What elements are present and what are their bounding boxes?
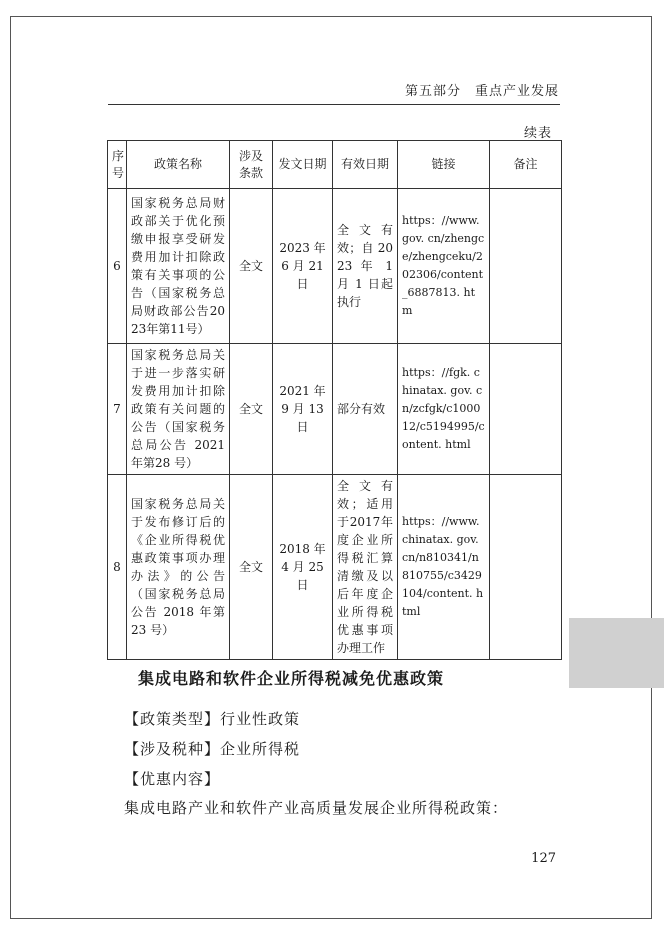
remark <box>490 189 562 344</box>
validity: 全文有效；自 2023 年 1 月 1 日起执行 <box>333 189 398 344</box>
section-title: 集成电路和软件企业所得税减免优惠政策 <box>138 669 445 688</box>
col-header-scope: 涉及条款 <box>230 141 273 189</box>
table-header-row <box>108 141 562 189</box>
remark <box>490 344 562 475</box>
section-thumb-tab <box>569 618 664 688</box>
col-header-valid: 有效日期 <box>333 141 398 189</box>
col-header-note: 备注 <box>490 141 562 189</box>
content-label: 【优惠内容】 <box>124 770 221 788</box>
row-number: 8 <box>108 475 127 660</box>
row-number: 6 <box>108 189 127 344</box>
policy-name: 国家税务总局关于发布修订后的《企业所得税优惠政策事项办理办法》的公告（国家税务总局公告 2018 年第 23 号） <box>127 475 230 660</box>
issue-date: 2018 年 4 月 25 日 <box>273 475 333 660</box>
policy-name: 国家税务总局关于进一步落实研发费用加计扣除政策有关问题的公告（国家税务总局公告 2021 年第28 号） <box>127 344 230 475</box>
col-header-date: 发文日期 <box>273 141 333 189</box>
tax-type: 【涉及税种】企业所得税 <box>124 740 301 758</box>
table-row <box>108 189 562 344</box>
col-header-no: 序号 <box>108 141 127 189</box>
policy-link[interactable]: https：//fgk. chinatax. gov. cn/zcfgk/c100012/c5194995/content. html <box>398 344 490 475</box>
table-row <box>108 475 562 660</box>
continued-label: 续表 <box>523 126 552 141</box>
table-row <box>108 344 562 475</box>
policy-link[interactable]: https：//www. gov. cn/zhengce/zhengceku/202306/content_6887813. htm <box>398 189 490 344</box>
policy-link[interactable]: https：//www. chinatax. gov. cn/n810341/n810755/c3429104/content. html <box>398 475 490 660</box>
running-header <box>405 80 559 99</box>
policy-name: 国家税务总局财政部关于优化预缴申报享受研发费用加计扣除政策有关事项的公告（国家税务总局财政部公告2023年第11号） <box>127 189 230 344</box>
issue-date: 2021 年 9 月 13 日 <box>273 344 333 475</box>
row-number: 7 <box>108 344 127 475</box>
col-header-name: 政策名称 <box>127 141 230 189</box>
col-header-link: 链接 <box>398 141 490 189</box>
policy-type: 【政策类型】行业性政策 <box>124 710 301 728</box>
policy-scope: 全文 <box>230 475 273 660</box>
validity: 部分有效 <box>333 344 398 475</box>
remark <box>490 475 562 660</box>
policy-table <box>107 140 562 660</box>
issue-date: 2023 年 6 月 21 日 <box>273 189 333 344</box>
header-title: 重点产业发展 <box>474 84 559 99</box>
content-text: 集成电路产业和软件产业高质量发展企业所得税政策： <box>124 799 509 817</box>
policy-scope: 全文 <box>230 189 273 344</box>
header-part: 第五部分 <box>404 84 461 99</box>
header-rule <box>108 104 560 105</box>
policy-scope: 全文 <box>230 344 273 475</box>
validity: 全文有效；适用于2017年度企业所得税汇算清缴及以后年度企业所得税优惠事项办理工作 <box>333 475 398 660</box>
page-number: 127 <box>531 851 556 866</box>
